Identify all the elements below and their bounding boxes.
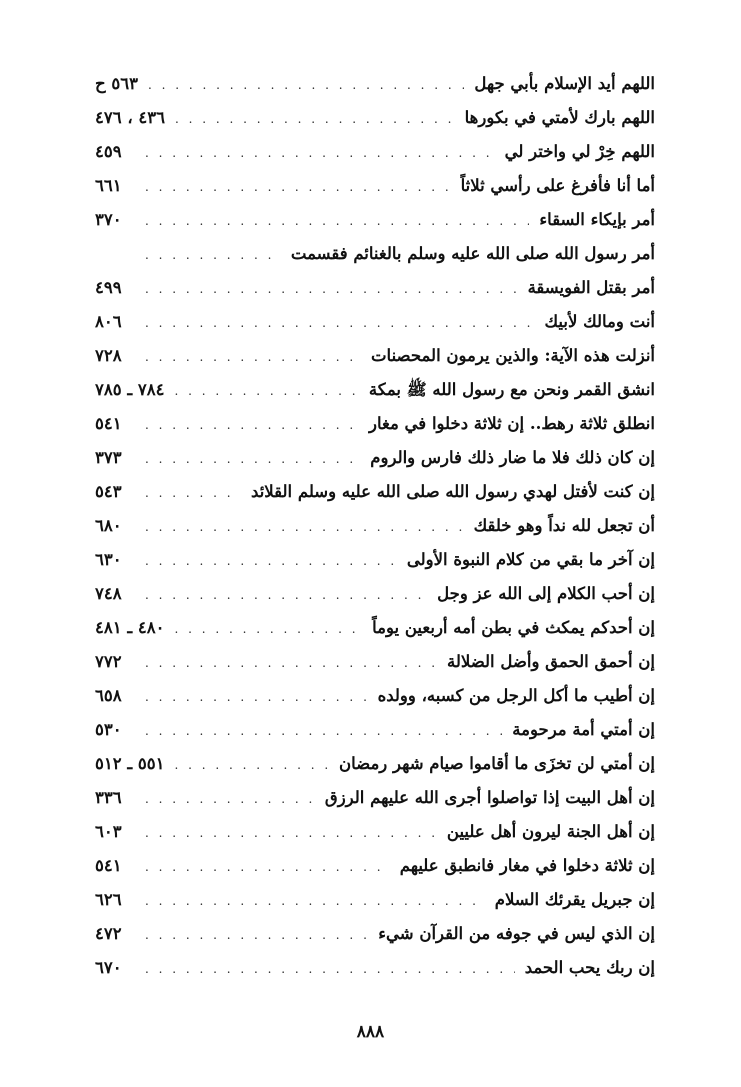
entry-text: أمر رسول الله صلى الله عليه وسلم بالغنائم فقسمت <box>290 244 655 263</box>
index-entry <box>95 754 655 788</box>
entry-text: إن ربك يحب الحمد <box>524 958 655 977</box>
entry-text: اللهم خِرْ لي واختر لي <box>504 142 655 161</box>
dot-leader <box>145 690 368 704</box>
entry-text: إن أحمق الحمق وأضل الضلالة <box>446 652 655 671</box>
index-entry <box>95 312 655 346</box>
entry-page-ref: ٦٢٦ <box>95 890 122 909</box>
dot-leader <box>145 554 397 568</box>
entry-text: انطلق ثلاثة رهط.. إن ثلاثة دخلوا في مغار <box>369 414 655 433</box>
entry-page-ref: ٥٥١ ـ ٥١٢ <box>95 754 165 773</box>
index-entry <box>95 550 655 584</box>
entry-page-ref: ٤٨٠ ـ ٤٨١ <box>95 618 165 637</box>
entry-page-ref: ٦٧٠ <box>95 958 122 977</box>
index-entry <box>95 720 655 754</box>
entry-text: إن جبريل يقرئك السلام <box>494 890 655 909</box>
entry-page-ref: ٣٧٠ <box>95 210 122 229</box>
entry-text: إن أهل الجنة ليرون أهل عليين <box>446 822 655 841</box>
dot-leader <box>145 962 515 976</box>
dot-leader <box>145 894 485 908</box>
entry-text: اللهم أيد الإسلام بأبي جهل <box>474 74 655 93</box>
entry-text: إن أهل البيت إذا تواصلوا أجرى الله عليهم الرزق <box>324 788 655 807</box>
index-entry <box>95 652 655 686</box>
entry-text: إن أحدكم يمكث في بطن أمه أربعين يوماً <box>372 618 655 637</box>
dot-leader <box>145 418 359 432</box>
dot-leader <box>145 588 427 602</box>
dot-leader <box>145 826 437 840</box>
entry-text: أنزلت هذه الآية: والذين يرمون المحصنات <box>371 346 655 365</box>
dot-leader <box>145 350 361 364</box>
entry-page-ref: ٧٤٨ <box>95 584 122 603</box>
entry-text: إن الذي ليس في جوفه من القرآن شيء <box>378 924 655 943</box>
index-entry <box>95 856 655 890</box>
entry-page-ref: ٥٣٠ <box>95 720 122 739</box>
dot-leader <box>175 622 363 636</box>
entry-page-ref: ٧٢٨ <box>95 346 122 365</box>
hadith-index-list <box>95 74 655 992</box>
dot-leader <box>145 452 360 466</box>
index-entry <box>95 890 655 924</box>
entry-page-ref: ٦٠٣ <box>95 822 122 841</box>
entry-page-ref: ٤٣٦ ، ٤٧٦ <box>95 108 166 127</box>
entry-page-ref: ٤٩٩ <box>95 278 122 297</box>
index-entry <box>95 210 655 244</box>
entry-text: إن كان ذلك فلا ما ضار ذلك فارس والروم <box>370 448 655 467</box>
dot-leader <box>175 758 329 772</box>
entry-text: إن كنت لأفتل لهدي رسول الله صلى الله عليه وسلم القلائد <box>251 482 655 501</box>
entry-page-ref: ٥٤١ <box>95 856 122 875</box>
index-entry <box>95 924 655 958</box>
dot-leader <box>145 146 495 160</box>
index-entry <box>95 618 655 652</box>
entry-page-ref: ٦٥٨ <box>95 686 122 705</box>
index-entry <box>95 584 655 618</box>
entry-page-ref: ٤٧٢ <box>95 924 122 943</box>
index-entry <box>95 108 655 142</box>
index-entry <box>95 958 655 992</box>
page-number: ٨٨٨ <box>356 1022 385 1042</box>
entry-text: إن آخر ما بقي من كلام النبوة الأولى <box>406 550 655 569</box>
dot-leader <box>145 724 502 738</box>
dot-leader <box>145 316 534 330</box>
entry-page-ref: ٦٣٠ <box>95 550 122 569</box>
index-entry <box>95 822 655 856</box>
index-entry <box>95 244 655 278</box>
entry-text: أمر بقتل الفويسقة <box>527 278 655 297</box>
dot-leader <box>145 860 390 874</box>
entry-text: أن تجعل لله نداً وهو خلقك <box>473 516 655 535</box>
index-entry <box>95 278 655 312</box>
dot-leader <box>145 928 368 942</box>
entry-page-ref: ٤٥٩ <box>95 142 122 161</box>
dot-leader <box>145 792 315 806</box>
index-entry <box>95 482 655 516</box>
entry-text: إن أحب الكلام إلى الله عز وجل <box>437 584 655 603</box>
index-entry <box>95 448 655 482</box>
index-entry <box>95 686 655 720</box>
entry-text: إن ثلاثة دخلوا في مغار فانطبق عليهم <box>399 856 655 875</box>
entry-page-ref: ٦٦١ <box>95 176 122 195</box>
index-entry <box>95 414 655 448</box>
entry-page-ref: ٥٦٣ ح <box>95 74 138 93</box>
dot-leader <box>145 486 241 500</box>
index-entry <box>95 788 655 822</box>
entry-text: انشق القمر ونحن مع رسول الله ﷺ بمكة <box>368 380 655 399</box>
entry-text: أمر بإيكاء السقاء <box>539 210 655 229</box>
entry-page-ref: ٧٧٢ <box>95 652 122 671</box>
index-entry <box>95 516 655 550</box>
index-entry <box>95 74 655 108</box>
dot-leader <box>145 520 464 534</box>
index-entry <box>95 346 655 380</box>
entry-page-ref: ٧٨٤ ـ ٧٨٥ <box>95 380 165 399</box>
entry-page-ref: ٣٧٣ <box>95 448 122 467</box>
entry-page-ref: ٥٤٣ <box>95 482 122 501</box>
entry-text: أنت ومالك لأبيك <box>544 312 655 331</box>
dot-leader <box>145 214 529 228</box>
index-entry <box>95 176 655 210</box>
dot-leader <box>145 656 437 670</box>
dot-leader <box>175 384 359 398</box>
dot-leader <box>148 78 464 92</box>
entry-text: اللهم بارك لأمتي في بكورها <box>464 108 655 127</box>
dot-leader <box>145 248 281 262</box>
index-entry <box>95 142 655 176</box>
entry-page-ref: ٣٣٦ <box>95 788 122 807</box>
dot-leader <box>145 282 518 296</box>
dot-leader <box>145 180 451 194</box>
index-entry <box>95 380 655 414</box>
entry-page-ref: ٥٤١ <box>95 414 122 433</box>
entry-page-ref: ٦٨٠ <box>95 516 122 535</box>
entry-text: إن أمتي لن تخزَى ما أقاموا صيام شهر رمضان <box>339 754 655 773</box>
entry-text: إن أمتي أمة مرحومة <box>512 720 655 739</box>
entry-text: إن أطيب ما أكل الرجل من كسبه، وولده <box>377 686 655 705</box>
entry-text: أما أنا فأفرغ على رأسي ثلاثاً <box>460 176 655 195</box>
dot-leader <box>175 112 455 126</box>
entry-page-ref: ٨٠٦ <box>95 312 122 331</box>
